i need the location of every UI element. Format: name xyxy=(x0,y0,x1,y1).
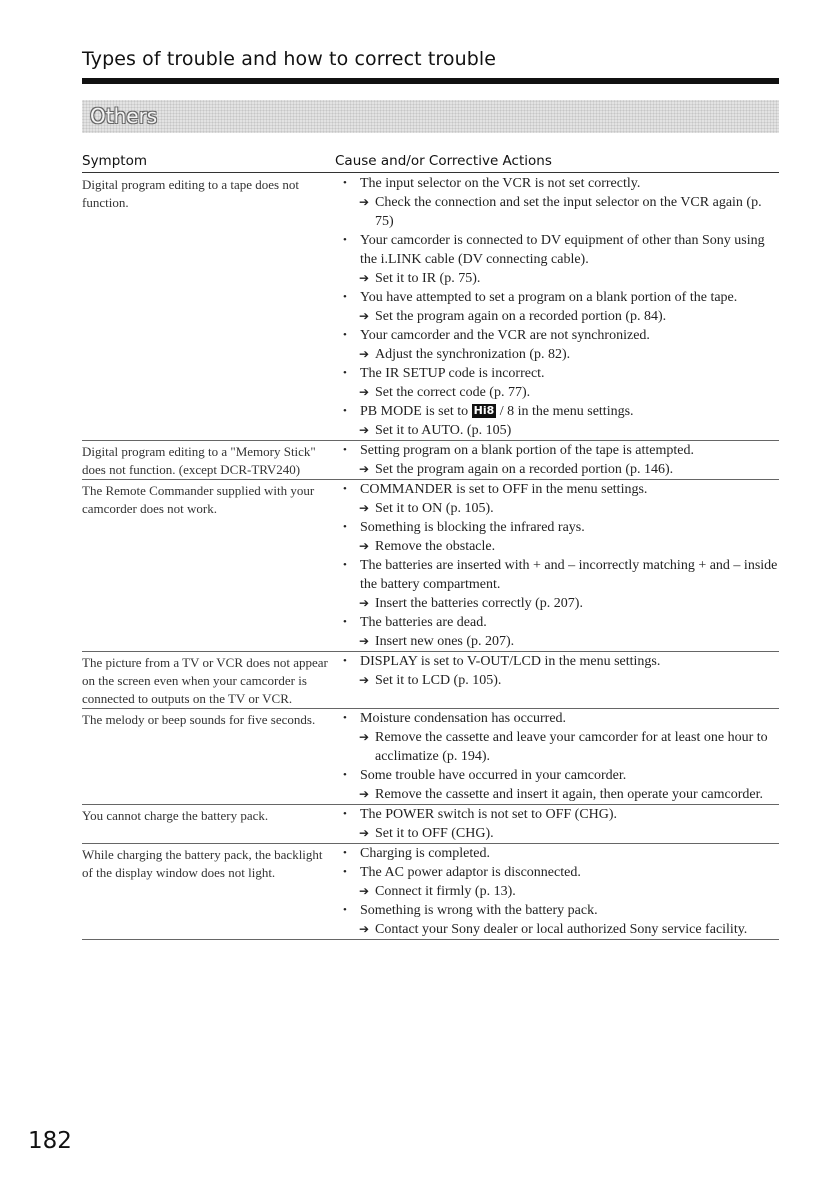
section-band xyxy=(82,100,779,133)
causes-cell xyxy=(332,805,779,843)
cause-item: • Your camcorder is connected to DV equipment of other than Sony using the i.LINK cable (DV connecting cable). xyxy=(335,231,779,269)
corrective-action: ➔ Set it to LCD (p. 105). xyxy=(359,673,502,688)
cause-item: • The AC power adaptor is disconnected. xyxy=(335,863,779,882)
arrow-icon: ➔ xyxy=(359,462,370,476)
cause-item: • The batteries are dead. xyxy=(335,613,779,632)
cause-item: • You have attempted to set a program on a blank portion of the tape. xyxy=(335,288,779,307)
corrective-action: ➔ Set it to OFF (CHG). xyxy=(359,826,494,841)
cause-item: • Your camcorder and the VCR are not synchronized. xyxy=(335,326,779,345)
corrective-action: ➔ Insert the batteries correctly (p. 207). xyxy=(359,596,583,611)
arrow-icon: ➔ xyxy=(359,501,370,515)
causes-cell xyxy=(332,844,779,939)
arrow-icon: ➔ xyxy=(359,309,370,323)
cause-item: • The IR SETUP code is incorrect. xyxy=(335,364,779,383)
corrective-action: ➔ Remove the cassette and leave your camcorder for at least one hour to acclimatize (p. 194). xyxy=(359,730,768,764)
arrow-icon: ➔ xyxy=(359,271,370,285)
arrow-icon: ➔ xyxy=(359,884,370,898)
arrow-icon: ➔ xyxy=(359,826,370,840)
table-row xyxy=(82,652,779,709)
symptom-cell: The picture from a TV or VCR does not appear on the screen even when your camcorder is connected to outputs on the TV or VCR. xyxy=(82,655,328,706)
causes-cell xyxy=(332,174,779,440)
arrow-icon: ➔ xyxy=(359,596,370,610)
causes-cell xyxy=(332,480,779,651)
arrow-icon: ➔ xyxy=(359,634,370,648)
corrective-action: ➔ Check the connection and set the input selector on the VCR again (p. 75) xyxy=(359,195,762,229)
corrective-action: ➔ Set the program again on a recorded portion (p. 84). xyxy=(359,309,667,324)
symptom-cell: You cannot charge the battery pack. xyxy=(82,808,269,823)
causes-cell xyxy=(332,652,779,708)
symptom-cell: Digital program editing to a "Memory Stick" does not function. (except DCR-TRV240) xyxy=(82,444,316,477)
corrective-action: ➔ Connect it firmly (p. 13). xyxy=(359,884,516,899)
corrective-action: ➔ Remove the obstacle. xyxy=(359,539,496,554)
corrective-action: ➔ Adjust the synchronization (p. 82). xyxy=(359,347,571,362)
arrow-icon: ➔ xyxy=(359,385,370,399)
cause-item: • Moisture condensation has occurred. xyxy=(335,709,779,728)
page-title: Types of trouble and how to correct trouble xyxy=(82,48,497,70)
arrow-icon: ➔ xyxy=(359,347,370,361)
symptom-cell: The Remote Commander supplied with your camcorder does not work. xyxy=(82,483,315,516)
header-rule xyxy=(82,172,779,173)
page-number: 182 xyxy=(28,1128,72,1154)
hi8-badge: Hi8 xyxy=(473,404,495,417)
corrective-action: ➔ Set it to AUTO. (p. 105) xyxy=(359,423,512,438)
causes-cell xyxy=(332,441,779,479)
corrective-action: ➔ Insert new ones (p. 207). xyxy=(359,634,515,649)
corrective-action: ➔ Contact your Sony dealer or local authorized Sony service facility. xyxy=(359,922,748,937)
table-row xyxy=(82,174,779,441)
table-row xyxy=(82,805,779,844)
corrective-action: ➔ Set the program again on a recorded portion (p. 146). xyxy=(359,462,674,477)
symptom-cell: Digital program editing to a tape does not function. xyxy=(82,177,299,210)
corrective-action: ➔ Set the correct code (p. 77). xyxy=(359,385,531,400)
section-title: Others xyxy=(90,104,158,128)
arrow-icon: ➔ xyxy=(359,787,370,801)
arrow-icon: ➔ xyxy=(359,195,370,209)
arrow-icon: ➔ xyxy=(359,730,370,744)
cause-item: • COMMANDER is set to OFF in the menu settings. xyxy=(335,480,779,499)
arrow-icon: ➔ xyxy=(359,922,370,936)
arrow-icon: ➔ xyxy=(359,423,370,437)
cause-item: • The POWER switch is not set to OFF (CHG). xyxy=(335,805,779,824)
symptom-column-header: Symptom xyxy=(82,153,147,169)
cause-item: • PB MODE is set to Hi8 / 8 in the menu settings. xyxy=(335,402,779,421)
cause-column-header: Cause and/or Corrective Actions xyxy=(335,153,552,169)
trouble-table xyxy=(82,174,779,940)
arrow-icon: ➔ xyxy=(359,673,370,687)
table-row xyxy=(82,441,779,480)
table-row xyxy=(82,480,779,652)
table-row xyxy=(82,844,779,940)
cause-item: • Something is wrong with the battery pack. xyxy=(335,901,779,920)
causes-cell xyxy=(332,709,779,804)
corrective-action: ➔ Set it to IR (p. 75). xyxy=(359,271,481,286)
title-rule xyxy=(82,78,779,84)
symptom-cell: The melody or beep sounds for five seconds. xyxy=(82,712,316,727)
symptom-cell: While charging the battery pack, the backlight of the display window does not light. xyxy=(82,847,323,880)
cause-item: • The input selector on the VCR is not set correctly. xyxy=(335,174,779,193)
cause-item: • Charging is completed. xyxy=(335,844,779,863)
cause-item: • The batteries are inserted with + and – incorrectly matching + and – inside the battery compartment. xyxy=(335,556,779,594)
table-row xyxy=(82,709,779,805)
arrow-icon: ➔ xyxy=(359,539,370,553)
corrective-action: ➔ Remove the cassette and insert it again, then operate your camcorder. xyxy=(359,787,763,802)
cause-item: • Setting program on a blank portion of the tape is attempted. xyxy=(335,441,779,460)
cause-item: • DISPLAY is set to V-OUT/LCD in the menu settings. xyxy=(335,652,779,671)
corrective-action: ➔ Set it to ON (p. 105). xyxy=(359,501,494,516)
cause-item: • Some trouble have occurred in your camcorder. xyxy=(335,766,779,785)
cause-item: • Something is blocking the infrared rays. xyxy=(335,518,779,537)
